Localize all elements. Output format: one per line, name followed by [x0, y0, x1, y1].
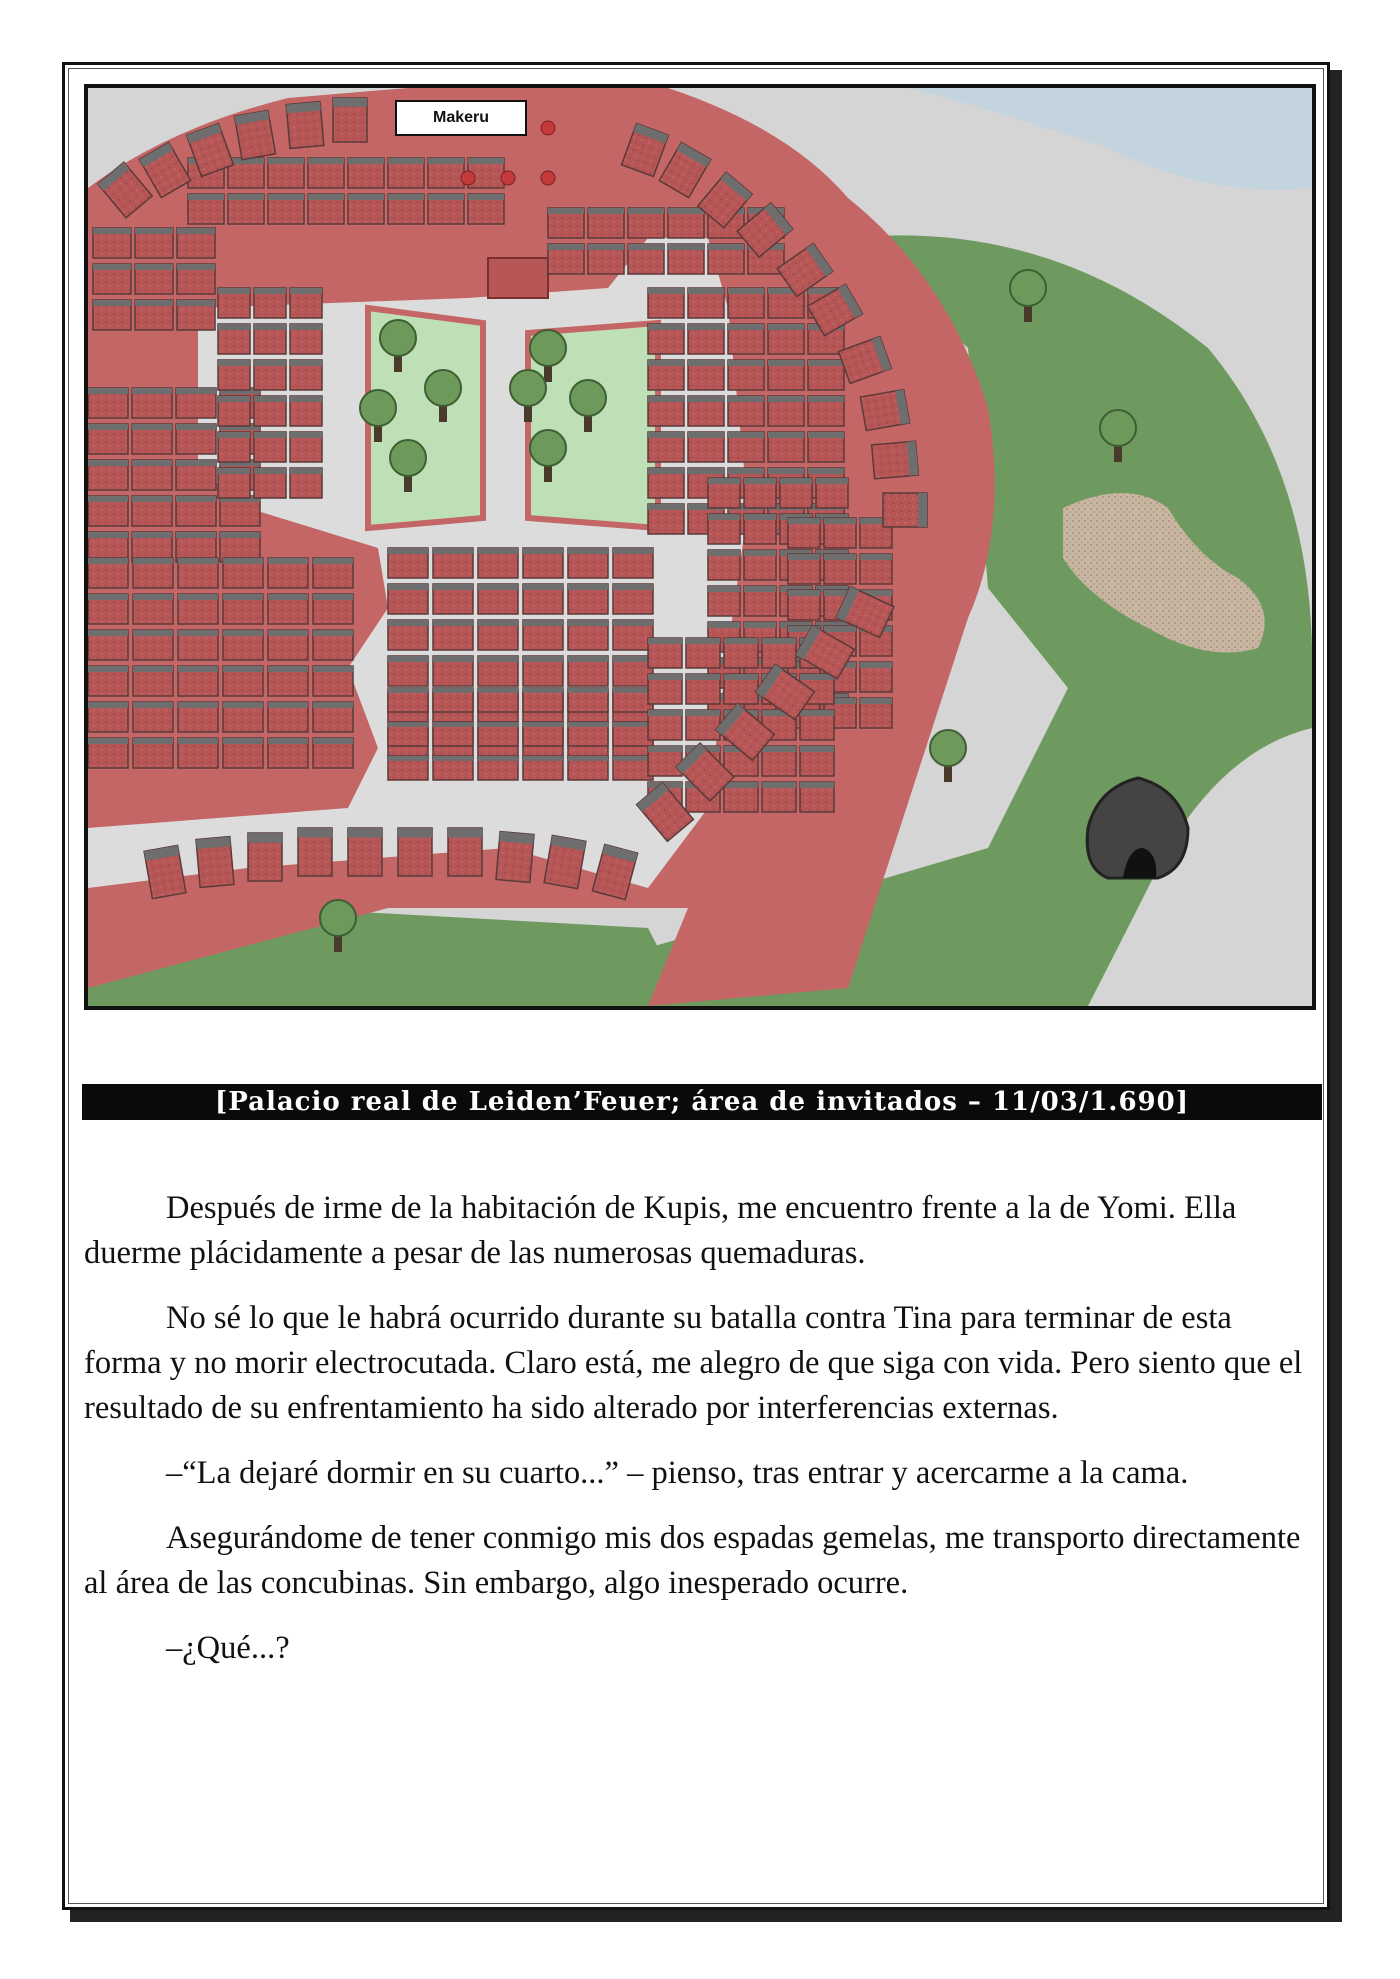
house-roof	[478, 756, 518, 780]
house-roof	[88, 558, 128, 588]
house-roof	[286, 102, 324, 149]
house-roof	[613, 688, 653, 712]
house-roof	[708, 478, 740, 508]
house-roof	[728, 396, 764, 426]
house-roof	[433, 548, 473, 578]
house-roof	[218, 288, 250, 318]
house-roof	[568, 722, 608, 746]
house-roof	[523, 756, 563, 780]
house-roof	[648, 324, 684, 354]
house-roof	[132, 460, 172, 490]
house-roof	[762, 638, 796, 668]
house-roof	[228, 194, 264, 224]
house-roof	[177, 228, 215, 258]
house-roof	[788, 554, 820, 584]
house-roof	[218, 324, 250, 354]
house-roof	[433, 688, 473, 712]
house-roof	[613, 620, 653, 650]
house-roof	[728, 360, 764, 390]
house-roof	[135, 300, 173, 330]
house-roof	[788, 590, 820, 620]
house-roof	[223, 630, 263, 660]
house-roof	[860, 662, 892, 692]
house-roof	[708, 586, 740, 616]
house-roof	[428, 158, 464, 188]
house-roof	[176, 388, 216, 418]
house-roof	[628, 208, 664, 238]
house-roof	[132, 424, 172, 454]
house-roof	[688, 360, 724, 390]
house-roof	[544, 835, 586, 888]
house-roof	[290, 396, 322, 426]
house-roof	[523, 584, 563, 614]
house-roof	[628, 244, 664, 274]
house-roof	[333, 98, 367, 142]
house-roof	[177, 300, 215, 330]
house-roof	[568, 756, 608, 780]
house-roof	[648, 674, 682, 704]
house-roof	[88, 630, 128, 660]
house-roof	[254, 432, 286, 462]
house-roof	[648, 468, 684, 498]
house-roof	[313, 666, 353, 696]
paragraph: –“La dejaré dormir en su cuarto...” – pienso, tras entrar y acercarme a la cama.	[166, 1455, 1189, 1491]
house-roof	[768, 324, 804, 354]
house-roof	[808, 432, 844, 462]
house-roof	[133, 738, 173, 768]
house-roof	[223, 702, 263, 732]
house-roof	[768, 432, 804, 462]
house-roof	[218, 396, 250, 426]
house-roof	[468, 194, 504, 224]
house-roof	[254, 468, 286, 498]
house-roof	[808, 360, 844, 390]
house-roof	[268, 738, 308, 768]
house-roof	[218, 468, 250, 498]
house-roof	[588, 208, 624, 238]
house-roof	[668, 208, 704, 238]
lantern-icon	[541, 121, 555, 135]
house-roof	[478, 548, 518, 578]
house-roof	[648, 710, 682, 740]
house-roof	[648, 360, 684, 390]
house-roof	[313, 630, 353, 660]
paragraph: No sé lo que le habrá ocurrido durante su batalla contra Tina para terminar de esta forma y no morir electrocutada. Claro está, me alegro de que siga con vida. Pero siento que el resultado de su enfrentamiento ha sido alterado por interferencias externas.	[84, 1300, 1303, 1426]
house-roof	[816, 478, 848, 508]
scene-caption: [Palacio real de Leiden’Feuer; área de invitados – 11/03/1.690]	[82, 1084, 1322, 1120]
house-roof	[133, 630, 173, 660]
house-roof	[88, 388, 128, 418]
house-roof	[348, 158, 384, 188]
house-roof	[223, 666, 263, 696]
house-roof	[88, 460, 128, 490]
house-roof	[196, 837, 234, 888]
house-roof	[223, 738, 263, 768]
house-roof	[313, 594, 353, 624]
palace-map	[84, 84, 1316, 1010]
house-roof	[248, 833, 282, 881]
house-roof	[223, 594, 263, 624]
house-roof	[268, 558, 308, 588]
house-roof	[388, 722, 428, 746]
house-roof	[688, 288, 724, 318]
house-roof	[800, 782, 834, 812]
house-roof	[254, 360, 286, 390]
house-roof	[178, 702, 218, 732]
house-roof	[133, 666, 173, 696]
house-roof	[708, 550, 740, 580]
house-roof	[478, 722, 518, 746]
house-roof	[188, 194, 224, 224]
house-roof	[388, 656, 428, 686]
house-roof	[433, 620, 473, 650]
house-roof	[178, 594, 218, 624]
house-roof	[686, 710, 720, 740]
house-roof	[254, 288, 286, 318]
house-roof	[290, 432, 322, 462]
house-roof	[313, 702, 353, 732]
house-roof	[132, 388, 172, 418]
house-roof	[88, 666, 128, 696]
house-roof	[308, 194, 344, 224]
house-roof	[433, 722, 473, 746]
house-roof	[688, 324, 724, 354]
lantern-icon	[541, 171, 555, 185]
house-roof	[93, 300, 131, 330]
house-roof	[388, 548, 428, 578]
house-roof	[433, 656, 473, 686]
house-roof	[135, 264, 173, 294]
house-roof	[388, 194, 424, 224]
house-roof	[548, 244, 584, 274]
house-roof	[523, 656, 563, 686]
paragraph: –¿Qué...?	[166, 1630, 290, 1666]
house-roof	[178, 666, 218, 696]
house-roof	[523, 688, 563, 712]
house-roof	[568, 688, 608, 712]
house-roof	[728, 432, 764, 462]
house-roof	[313, 558, 353, 588]
house-roof	[176, 424, 216, 454]
house-roof	[648, 638, 682, 668]
house-roof	[290, 468, 322, 498]
house-roof	[398, 828, 432, 876]
house-roof	[234, 110, 275, 159]
house-roof	[348, 194, 384, 224]
paragraph: Después de irme de la habitación de Kupis, me encuentro frente a la de Yomi. Ella duerme plácidamente a pesar de las numerosas quemaduras.	[84, 1190, 1237, 1271]
house-roof	[268, 666, 308, 696]
house-roof	[744, 478, 776, 508]
house-roof	[708, 514, 740, 544]
house-roof	[268, 702, 308, 732]
house-roof	[860, 698, 892, 728]
house-roof	[178, 558, 218, 588]
house-roof	[88, 496, 128, 526]
house-roof	[523, 722, 563, 746]
house-roof	[313, 738, 353, 768]
house-roof	[762, 782, 796, 812]
house-roof	[588, 244, 624, 274]
house-roof	[788, 518, 820, 548]
house-roof	[548, 208, 584, 238]
house-roof	[220, 496, 260, 526]
house-roof	[768, 396, 804, 426]
house-roof	[93, 228, 131, 258]
house-roof	[268, 194, 304, 224]
house-roof	[290, 360, 322, 390]
house-roof	[254, 396, 286, 426]
house-roof	[178, 738, 218, 768]
house-roof	[613, 656, 653, 686]
house-roof	[800, 710, 834, 740]
house-roof	[824, 554, 856, 584]
house-roof	[860, 389, 909, 430]
house-roof	[883, 493, 927, 527]
house-roof	[93, 264, 131, 294]
house-roof	[613, 584, 653, 614]
house-roof	[568, 620, 608, 650]
house-roof	[88, 594, 128, 624]
house-roof	[268, 630, 308, 660]
house-roof	[478, 620, 518, 650]
house-roof	[448, 828, 482, 876]
house-roof	[568, 584, 608, 614]
house-roof	[686, 638, 720, 668]
house-roof	[178, 630, 218, 660]
house-roof	[648, 396, 684, 426]
house-roof	[744, 586, 776, 616]
house-roof	[290, 324, 322, 354]
house-roof	[177, 264, 215, 294]
house-roof	[88, 702, 128, 732]
house-roof	[744, 514, 776, 544]
house-roof	[780, 478, 812, 508]
house-roof	[478, 656, 518, 686]
house-roof	[648, 504, 684, 534]
house-roof	[135, 228, 173, 258]
house-roof	[724, 782, 758, 812]
house-roof	[523, 620, 563, 650]
house-roof	[348, 828, 382, 876]
house-roof	[428, 194, 464, 224]
house-roof	[388, 158, 424, 188]
house-roof	[176, 496, 216, 526]
house-roof	[728, 324, 764, 354]
house-roof	[523, 548, 563, 578]
house-roof	[268, 594, 308, 624]
house-roof	[144, 845, 186, 898]
house-roof	[478, 584, 518, 614]
house-roof	[133, 558, 173, 588]
house-roof	[613, 548, 653, 578]
house-roof	[648, 432, 684, 462]
house-roof	[872, 441, 919, 479]
house-roof	[133, 594, 173, 624]
house-roof	[496, 832, 534, 883]
lantern-icon	[461, 171, 475, 185]
story-text	[84, 1186, 1316, 1691]
house-roof	[88, 738, 128, 768]
house-roof	[254, 324, 286, 354]
house-roof	[708, 244, 744, 274]
house-roof	[860, 554, 892, 584]
map-label-makeru: Makeru	[395, 100, 527, 136]
house-roof	[88, 424, 128, 454]
house-roof	[768, 360, 804, 390]
house-roof	[800, 746, 834, 776]
palace-stairs	[488, 258, 548, 298]
house-roof	[298, 828, 332, 876]
house-roof	[724, 638, 758, 668]
house-roof	[388, 688, 428, 712]
house-roof	[728, 288, 764, 318]
house-roof	[686, 674, 720, 704]
house-roof	[648, 288, 684, 318]
house-roof	[568, 548, 608, 578]
house-roof	[268, 158, 304, 188]
house-roof	[568, 656, 608, 686]
house-roof	[176, 460, 216, 490]
house-roof	[433, 584, 473, 614]
house-roof	[688, 396, 724, 426]
house-roof	[132, 496, 172, 526]
house-roof	[133, 702, 173, 732]
house-roof	[388, 584, 428, 614]
house-roof	[218, 432, 250, 462]
house-roof	[648, 746, 682, 776]
house-roof	[218, 360, 250, 390]
house-roof	[808, 396, 844, 426]
house-roof	[478, 688, 518, 712]
house-roof	[388, 756, 428, 780]
house-roof	[744, 550, 776, 580]
lantern-icon	[501, 171, 515, 185]
house-roof	[223, 558, 263, 588]
house-roof	[668, 244, 704, 274]
house-roof	[613, 722, 653, 746]
house-roof	[688, 432, 724, 462]
house-roof	[308, 158, 344, 188]
house-roof	[724, 674, 758, 704]
house-roof	[290, 288, 322, 318]
house-roof	[388, 620, 428, 650]
house-roof	[433, 756, 473, 780]
house-roof	[613, 756, 653, 780]
paragraph: Asegurándome de tener conmigo mis dos espadas gemelas, me transporto directamente al área de las concubinas. Sin embargo, algo inesperado ocurre.	[84, 1520, 1301, 1601]
house-roof	[824, 518, 856, 548]
house-roof	[762, 746, 796, 776]
